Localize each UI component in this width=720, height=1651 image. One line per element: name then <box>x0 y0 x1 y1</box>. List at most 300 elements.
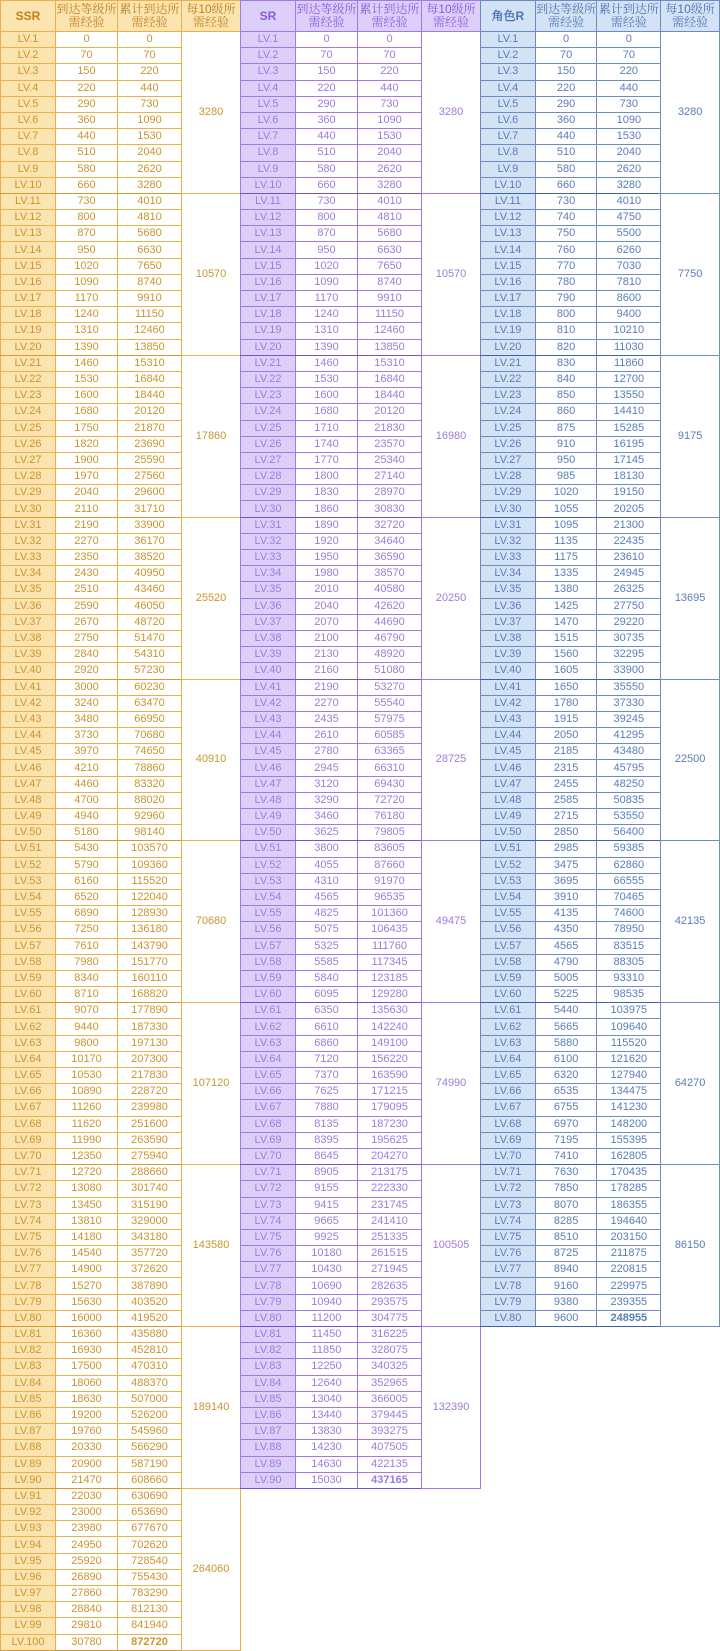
cumulative-exp-cell: 91970 <box>358 873 422 889</box>
cumulative-exp-cell: 187230 <box>358 1116 422 1132</box>
level-cell: LV.77 <box>1 1262 56 1278</box>
level-exp-cell: 1740 <box>296 436 358 452</box>
level-cell: LV.38 <box>241 630 296 646</box>
column-header: 到达等级所需经验 <box>296 1 358 32</box>
level-exp-cell: 4565 <box>535 938 597 954</box>
level-cell: LV.87 <box>1 1424 56 1440</box>
cumulative-exp-cell: 5680 <box>118 226 182 242</box>
cumulative-exp-cell: 111760 <box>358 938 422 954</box>
cumulative-exp-cell: 197130 <box>118 1035 182 1051</box>
level-exp-cell: 15030 <box>296 1472 358 1488</box>
cumulative-exp-cell: 8740 <box>118 274 182 290</box>
level-exp-cell: 1710 <box>296 420 358 436</box>
per-10-levels-cell: 42135 <box>661 841 720 1003</box>
cumulative-exp-cell: 207300 <box>118 1051 182 1067</box>
cumulative-exp-cell: 20120 <box>358 404 422 420</box>
level-exp-cell: 16930 <box>56 1343 118 1359</box>
cumulative-exp-cell: 54310 <box>118 647 182 663</box>
cumulative-exp-cell: 66950 <box>118 711 182 727</box>
level-exp-cell: 4210 <box>56 760 118 776</box>
level-exp-cell: 30780 <box>56 1634 118 1650</box>
level-exp-cell: 6970 <box>535 1116 597 1132</box>
cumulative-exp-cell: 109640 <box>597 1019 661 1035</box>
level-cell: LV.4 <box>241 80 296 96</box>
sr-exp-table <box>240 0 481 1489</box>
level-cell: LV.9 <box>481 161 536 177</box>
level-cell: LV.80 <box>1 1310 56 1326</box>
level-exp-cell: 2190 <box>56 517 118 533</box>
cumulative-exp-cell: 282635 <box>358 1278 422 1294</box>
level-cell: LV.21 <box>1 355 56 371</box>
level-exp-cell: 2985 <box>535 841 597 857</box>
level-exp-cell: 22030 <box>56 1488 118 1504</box>
level-exp-cell: 13830 <box>296 1424 358 1440</box>
cumulative-exp-cell: 25340 <box>358 452 422 468</box>
level-cell: LV.31 <box>481 517 536 533</box>
level-exp-cell: 15630 <box>56 1294 118 1310</box>
r-exp-table <box>480 0 720 1327</box>
level-exp-cell: 13080 <box>56 1181 118 1197</box>
level-exp-cell: 7610 <box>56 938 118 954</box>
level-cell: LV.82 <box>1 1343 56 1359</box>
level-cell: LV.63 <box>241 1035 296 1051</box>
level-exp-cell: 660 <box>56 177 118 193</box>
level-cell: LV.56 <box>1 922 56 938</box>
level-cell: LV.11 <box>481 193 536 209</box>
level-exp-cell: 5005 <box>535 970 597 986</box>
cumulative-exp-cell: 16840 <box>118 371 182 387</box>
cumulative-exp-cell: 123185 <box>358 970 422 986</box>
level-cell: LV.4 <box>1 80 56 96</box>
per-10-levels-cell: 16980 <box>422 355 481 517</box>
table-row <box>481 1003 720 1019</box>
cumulative-exp-cell: 66310 <box>358 760 422 776</box>
per-10-levels-cell: 189140 <box>182 1327 241 1489</box>
level-exp-cell: 1560 <box>535 647 597 663</box>
level-exp-cell: 9160 <box>535 1278 597 1294</box>
level-exp-cell: 6095 <box>296 987 358 1003</box>
level-exp-cell: 4055 <box>296 857 358 873</box>
cumulative-exp-cell: 3280 <box>358 177 422 193</box>
level-cell: LV.50 <box>481 825 536 841</box>
level-exp-cell: 8135 <box>296 1116 358 1132</box>
level-exp-cell: 29810 <box>56 1618 118 1634</box>
cumulative-exp-cell: 812130 <box>118 1602 182 1618</box>
cumulative-exp-cell: 366005 <box>358 1391 422 1407</box>
level-exp-cell: 7250 <box>56 922 118 938</box>
level-cell: LV.49 <box>1 809 56 825</box>
cumulative-exp-cell: 251600 <box>118 1116 182 1132</box>
level-cell: LV.63 <box>1 1035 56 1051</box>
level-cell: LV.62 <box>481 1019 536 1035</box>
cumulative-exp-cell: 57975 <box>358 711 422 727</box>
cumulative-exp-cell: 148200 <box>597 1116 661 1132</box>
level-cell: LV.5 <box>241 96 296 112</box>
level-cell: LV.17 <box>241 291 296 307</box>
level-cell: LV.58 <box>1 954 56 970</box>
cumulative-exp-cell: 32720 <box>358 517 422 533</box>
table-row <box>1 32 241 48</box>
level-exp-cell: 7120 <box>296 1051 358 1067</box>
level-exp-cell: 14630 <box>296 1456 358 1472</box>
level-cell: LV.77 <box>241 1262 296 1278</box>
cumulative-exp-cell: 109360 <box>118 857 182 873</box>
level-exp-cell: 13040 <box>296 1391 358 1407</box>
level-cell: LV.72 <box>1 1181 56 1197</box>
table-row <box>1 355 241 371</box>
level-cell: LV.92 <box>1 1505 56 1521</box>
level-cell: LV.1 <box>481 32 536 48</box>
cumulative-exp-cell: 231745 <box>358 1197 422 1213</box>
cumulative-exp-cell: 162805 <box>597 1148 661 1164</box>
cumulative-exp-cell: 5500 <box>597 226 661 242</box>
level-exp-cell: 2185 <box>535 744 597 760</box>
cumulative-exp-cell: 88020 <box>118 792 182 808</box>
level-cell: LV.7 <box>1 129 56 145</box>
level-exp-cell: 20900 <box>56 1456 118 1472</box>
level-exp-cell: 1020 <box>296 258 358 274</box>
cumulative-exp-cell: 74600 <box>597 906 661 922</box>
cumulative-exp-cell: 155395 <box>597 1132 661 1148</box>
level-cell: LV.50 <box>241 825 296 841</box>
table-row <box>1 1165 241 1181</box>
cumulative-exp-cell: 33900 <box>597 663 661 679</box>
level-cell: LV.74 <box>481 1213 536 1229</box>
level-exp-cell: 1800 <box>296 469 358 485</box>
level-exp-cell: 1170 <box>296 291 358 307</box>
cumulative-exp-cell: 18130 <box>597 469 661 485</box>
cumulative-exp-cell: 3280 <box>597 177 661 193</box>
level-exp-cell: 9380 <box>535 1294 597 1310</box>
cumulative-exp-cell: 755430 <box>118 1569 182 1585</box>
column-header: 累计到达所需经验 <box>597 1 661 32</box>
cumulative-exp-cell: 63365 <box>358 744 422 760</box>
table-row <box>1 517 241 533</box>
level-cell: LV.35 <box>1 582 56 598</box>
cumulative-exp-cell: 12460 <box>358 323 422 339</box>
level-exp-cell: 220 <box>535 80 597 96</box>
level-cell: LV.69 <box>1 1132 56 1148</box>
level-cell: LV.65 <box>481 1068 536 1084</box>
cumulative-exp-cell: 11150 <box>358 307 422 323</box>
level-cell: LV.87 <box>241 1424 296 1440</box>
level-exp-cell: 5440 <box>535 1003 597 1019</box>
cumulative-exp-cell: 70680 <box>118 728 182 744</box>
cumulative-exp-cell: 18440 <box>118 388 182 404</box>
level-exp-cell: 2040 <box>56 485 118 501</box>
level-cell: LV.30 <box>241 501 296 517</box>
cumulative-exp-cell: 115520 <box>118 873 182 889</box>
cumulative-exp-cell: 2620 <box>358 161 422 177</box>
level-cell: LV.18 <box>1 307 56 323</box>
cumulative-exp-cell: 136180 <box>118 922 182 938</box>
level-cell: LV.84 <box>241 1375 296 1391</box>
column-header: SSR <box>1 1 56 32</box>
level-exp-cell: 2850 <box>535 825 597 841</box>
level-cell: LV.54 <box>481 889 536 905</box>
cumulative-exp-cell: 62860 <box>597 857 661 873</box>
cumulative-exp-cell: 31710 <box>118 501 182 517</box>
level-exp-cell: 750 <box>535 226 597 242</box>
cumulative-exp-cell: 2040 <box>358 145 422 161</box>
cumulative-exp-cell: 195625 <box>358 1132 422 1148</box>
cumulative-exp-cell: 38520 <box>118 550 182 566</box>
cumulative-exp-cell: 60230 <box>118 679 182 695</box>
cumulative-exp-cell: 21870 <box>118 420 182 436</box>
level-exp-cell: 5075 <box>296 922 358 938</box>
cumulative-exp-cell: 74650 <box>118 744 182 760</box>
level-exp-cell: 9665 <box>296 1213 358 1229</box>
level-cell: LV.93 <box>1 1521 56 1537</box>
cumulative-exp-cell: 36590 <box>358 550 422 566</box>
level-cell: LV.64 <box>1 1051 56 1067</box>
level-exp-cell: 10430 <box>296 1262 358 1278</box>
table-row <box>1 841 241 857</box>
per-10-levels-cell: 86150 <box>661 1165 720 1327</box>
level-cell: LV.15 <box>1 258 56 274</box>
level-cell: LV.53 <box>481 873 536 889</box>
level-exp-cell: 11990 <box>56 1132 118 1148</box>
level-exp-cell: 70 <box>535 48 597 64</box>
cumulative-exp-cell: 372620 <box>118 1262 182 1278</box>
cumulative-exp-cell: 44690 <box>358 614 422 630</box>
level-exp-cell: 6755 <box>535 1100 597 1116</box>
level-cell: LV.23 <box>481 388 536 404</box>
per-10-levels-cell: 10570 <box>422 193 481 355</box>
level-cell: LV.36 <box>241 598 296 614</box>
level-exp-cell: 1820 <box>56 436 118 452</box>
level-exp-cell: 510 <box>56 145 118 161</box>
level-exp-cell: 220 <box>296 80 358 96</box>
level-exp-cell: 2040 <box>296 598 358 614</box>
cumulative-exp-cell: 20205 <box>597 501 661 517</box>
level-exp-cell: 6535 <box>535 1084 597 1100</box>
level-cell: LV.41 <box>481 679 536 695</box>
cumulative-exp-cell: 151770 <box>118 954 182 970</box>
level-cell: LV.7 <box>481 129 536 145</box>
cumulative-exp-cell: 329000 <box>118 1213 182 1229</box>
level-exp-cell: 1530 <box>296 371 358 387</box>
level-exp-cell: 2270 <box>296 695 358 711</box>
cumulative-exp-cell: 42620 <box>358 598 422 614</box>
level-cell: LV.62 <box>1 1019 56 1035</box>
cumulative-exp-cell: 11860 <box>597 355 661 371</box>
level-cell: LV.54 <box>241 889 296 905</box>
level-cell: LV.99 <box>1 1618 56 1634</box>
level-exp-cell: 1175 <box>535 550 597 566</box>
cumulative-exp-cell: 263590 <box>118 1132 182 1148</box>
level-exp-cell: 3120 <box>296 776 358 792</box>
table-row <box>1 193 241 209</box>
cumulative-exp-cell: 53550 <box>597 809 661 825</box>
table-row <box>1 679 241 695</box>
level-cell: LV.47 <box>1 776 56 792</box>
cumulative-exp-cell: 179095 <box>358 1100 422 1116</box>
level-cell: LV.94 <box>1 1537 56 1553</box>
cumulative-exp-cell: 6260 <box>597 242 661 258</box>
cumulative-exp-cell: 7810 <box>597 274 661 290</box>
cumulative-exp-cell: 36170 <box>118 533 182 549</box>
level-exp-cell: 985 <box>535 469 597 485</box>
level-exp-cell: 8905 <box>296 1165 358 1181</box>
cumulative-exp-cell: 440 <box>118 80 182 96</box>
ssr-exp-table <box>0 0 241 1651</box>
cumulative-exp-cell: 251335 <box>358 1229 422 1245</box>
level-exp-cell: 2435 <box>296 711 358 727</box>
cumulative-exp-cell: 16195 <box>597 436 661 452</box>
level-cell: LV.18 <box>241 307 296 323</box>
level-cell: LV.28 <box>481 469 536 485</box>
level-cell: LV.49 <box>241 809 296 825</box>
cumulative-exp-cell: 72720 <box>358 792 422 808</box>
level-exp-cell: 3800 <box>296 841 358 857</box>
cumulative-exp-cell: 220 <box>358 64 422 80</box>
cumulative-exp-cell: 63470 <box>118 695 182 711</box>
level-exp-cell: 20330 <box>56 1440 118 1456</box>
level-cell: LV.25 <box>1 420 56 436</box>
level-exp-cell: 14230 <box>296 1440 358 1456</box>
level-cell: LV.16 <box>241 274 296 290</box>
level-cell: LV.83 <box>1 1359 56 1375</box>
level-exp-cell: 2920 <box>56 663 118 679</box>
cumulative-exp-cell: 83515 <box>597 938 661 954</box>
level-exp-cell: 2270 <box>56 533 118 549</box>
level-cell: LV.60 <box>1 987 56 1003</box>
level-cell: LV.33 <box>1 550 56 566</box>
cumulative-exp-cell: 59385 <box>597 841 661 857</box>
level-exp-cell: 860 <box>535 404 597 420</box>
level-exp-cell: 5180 <box>56 825 118 841</box>
level-exp-cell: 950 <box>535 452 597 468</box>
level-cell: LV.78 <box>241 1278 296 1294</box>
level-exp-cell: 2780 <box>296 744 358 760</box>
level-cell: LV.68 <box>241 1116 296 1132</box>
level-exp-cell: 8940 <box>535 1262 597 1278</box>
level-exp-cell: 16000 <box>56 1310 118 1326</box>
cumulative-exp-cell: 103975 <box>597 1003 661 1019</box>
cumulative-exp-cell: 7030 <box>597 258 661 274</box>
level-cell: LV.66 <box>241 1084 296 1100</box>
level-exp-cell: 4940 <box>56 809 118 825</box>
level-exp-cell: 870 <box>56 226 118 242</box>
cumulative-exp-cell: 134475 <box>597 1084 661 1100</box>
level-cell: LV.59 <box>241 970 296 986</box>
level-exp-cell: 800 <box>535 307 597 323</box>
cumulative-exp-cell: 98535 <box>597 987 661 1003</box>
per-10-levels-cell: 3280 <box>182 32 241 194</box>
cumulative-exp-cell: 315190 <box>118 1197 182 1213</box>
level-exp-cell: 1780 <box>535 695 597 711</box>
cumulative-exp-cell: 34640 <box>358 533 422 549</box>
cumulative-exp-cell: 2620 <box>118 161 182 177</box>
per-10-levels-cell: 143580 <box>182 1165 241 1327</box>
level-exp-cell: 8285 <box>535 1213 597 1229</box>
cumulative-exp-cell: 275940 <box>118 1148 182 1164</box>
level-exp-cell: 875 <box>535 420 597 436</box>
cumulative-exp-cell: 0 <box>118 32 182 48</box>
level-cell: LV.45 <box>481 744 536 760</box>
cumulative-exp-cell: 37330 <box>597 695 661 711</box>
level-cell: LV.59 <box>481 970 536 986</box>
level-exp-cell: 760 <box>535 242 597 258</box>
cumulative-exp-cell: 194640 <box>597 1213 661 1229</box>
level-exp-cell: 10170 <box>56 1051 118 1067</box>
cumulative-exp-cell: 440 <box>597 80 661 96</box>
level-exp-cell: 360 <box>56 112 118 128</box>
per-10-levels-cell: 20250 <box>422 517 481 679</box>
cumulative-exp-cell: 66555 <box>597 873 661 889</box>
level-cell: LV.13 <box>241 226 296 242</box>
level-cell: LV.74 <box>1 1213 56 1229</box>
level-cell: LV.31 <box>1 517 56 533</box>
level-exp-cell: 1890 <box>296 517 358 533</box>
level-cell: LV.53 <box>241 873 296 889</box>
cumulative-exp-cell: 40580 <box>358 582 422 598</box>
level-exp-cell: 9440 <box>56 1019 118 1035</box>
level-exp-cell: 4825 <box>296 906 358 922</box>
level-exp-cell: 12640 <box>296 1375 358 1391</box>
level-cell: LV.88 <box>241 1440 296 1456</box>
level-exp-cell: 290 <box>535 96 597 112</box>
level-cell: LV.52 <box>241 857 296 873</box>
level-cell: LV.26 <box>241 436 296 452</box>
level-cell: LV.70 <box>1 1148 56 1164</box>
cumulative-exp-cell: 9910 <box>118 291 182 307</box>
cumulative-exp-cell: 220 <box>597 64 661 80</box>
per-10-levels-cell: 13695 <box>661 517 720 679</box>
cumulative-exp-cell: 435880 <box>118 1327 182 1343</box>
level-exp-cell: 1860 <box>296 501 358 517</box>
level-cell: LV.75 <box>1 1229 56 1245</box>
cumulative-exp-cell: 88305 <box>597 954 661 970</box>
level-exp-cell: 660 <box>535 177 597 193</box>
cumulative-exp-cell: 526200 <box>118 1407 182 1423</box>
level-exp-cell: 1240 <box>296 307 358 323</box>
cumulative-exp-cell: 41295 <box>597 728 661 744</box>
level-exp-cell: 150 <box>56 64 118 80</box>
cumulative-exp-cell: 78860 <box>118 760 182 776</box>
level-exp-cell: 18060 <box>56 1375 118 1391</box>
level-cell: LV.44 <box>481 728 536 744</box>
level-exp-cell: 1095 <box>535 517 597 533</box>
column-header: 每10级所需经验 <box>661 1 720 32</box>
level-exp-cell: 5430 <box>56 841 118 857</box>
level-cell: LV.3 <box>1 64 56 80</box>
cumulative-exp-cell: 12460 <box>118 323 182 339</box>
level-cell: LV.81 <box>1 1327 56 1343</box>
level-cell: LV.38 <box>481 630 536 646</box>
level-cell: LV.10 <box>1 177 56 193</box>
cumulative-exp-cell: 127940 <box>597 1068 661 1084</box>
level-cell: LV.76 <box>241 1246 296 1262</box>
cumulative-exp-cell: 30830 <box>358 501 422 517</box>
level-cell: LV.2 <box>241 48 296 64</box>
level-cell: LV.20 <box>481 339 536 355</box>
level-exp-cell: 1090 <box>296 274 358 290</box>
cumulative-exp-cell: 156220 <box>358 1051 422 1067</box>
level-cell: LV.66 <box>1 1084 56 1100</box>
level-exp-cell: 0 <box>56 32 118 48</box>
level-exp-cell: 8070 <box>535 1197 597 1213</box>
header-row <box>241 1 481 32</box>
level-cell: LV.1 <box>241 32 296 48</box>
level-exp-cell: 8645 <box>296 1148 358 1164</box>
level-exp-cell: 150 <box>296 64 358 80</box>
cumulative-exp-cell: 40950 <box>118 566 182 582</box>
cumulative-exp-cell: 4010 <box>358 193 422 209</box>
level-exp-cell: 580 <box>535 161 597 177</box>
level-cell: LV.16 <box>1 274 56 290</box>
